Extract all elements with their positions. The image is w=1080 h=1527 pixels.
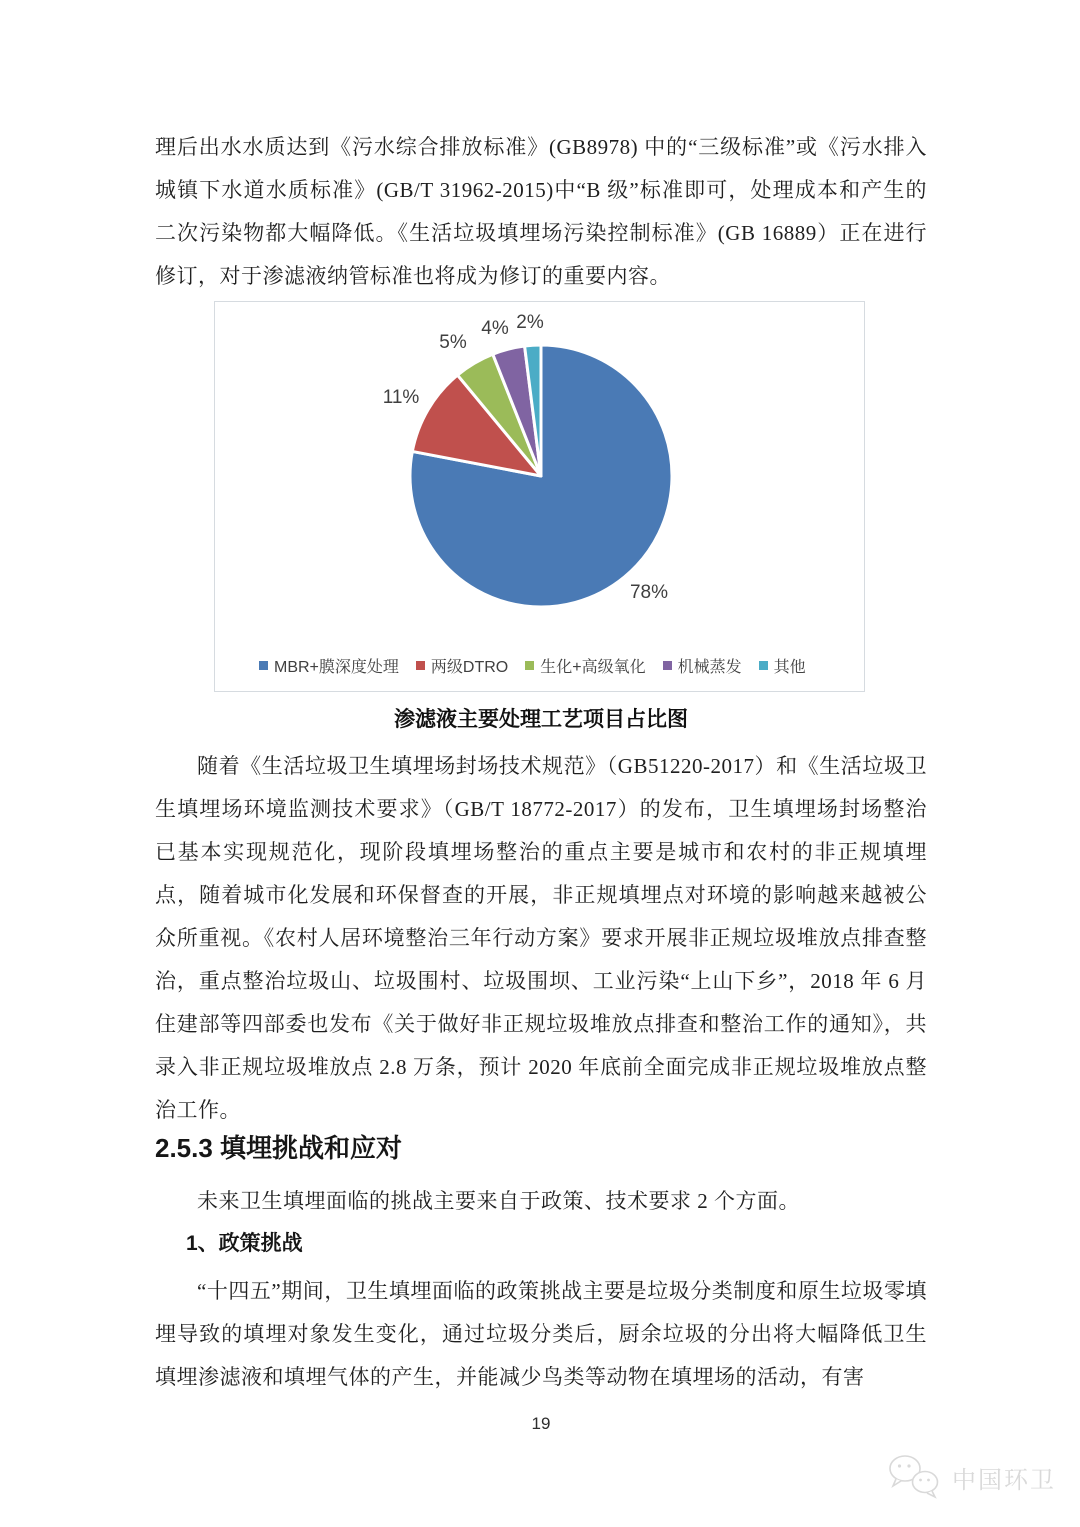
chart-legend bbox=[259, 654, 806, 677]
legend-item bbox=[759, 654, 806, 677]
watermark bbox=[886, 1452, 1056, 1502]
legend-item bbox=[663, 654, 742, 677]
legend-swatch bbox=[525, 661, 534, 670]
paragraph-policy-challenge: “十四五”期间，卫生填埋面临的政策挑战主要是垃圾分类制度和原生垃圾零填埋导致的填埋对象发生变化，通过垃圾分类后，厨余垃圾的分出将大幅降低卫生填埋渗滤液和填埋气体的产生，并能减少鸟类等动物在填埋场的活动，有害 bbox=[155, 1279, 927, 1389]
legend-item bbox=[416, 654, 508, 677]
legend-swatch bbox=[416, 661, 425, 670]
legend-label: 机械蒸发 bbox=[677, 659, 742, 676]
paragraph-section-intro: 未来卫生填埋面临的挑战主要来自于政策、技术要求 2 个方面。 bbox=[197, 1189, 800, 1213]
legend-item bbox=[525, 654, 645, 677]
legend-label: 其他 bbox=[773, 659, 806, 676]
legend-label: MBR+膜深度处理 bbox=[274, 659, 399, 676]
paragraph-landfill-regulation: 随着《生活垃圾卫生填埋场封场技术规范》（GB51220-2017）和《生活垃圾卫生填埋场环境监测技术要求》（GB/T 18772-2017）的发布，卫生填埋场封场整治已基本实现规范化，现阶段填埋场整治的重点主要是城市和农村的非正规填埋点，随着城市化发展和环保督查的开展，非正规填埋点对环境的影响越来越被公众所重视。《农村人居环境整治三年行动方案》要求开展非正规垃圾堆放点排查整治，重点整治垃圾山、垃圾围村、垃圾围坝、工业污染“上山下乡”，2018 年 6 月住建部等四部委也发布《关于做好非正规垃圾堆放点排查和整治工作的通知》，共录入非正规垃圾堆放点 2.8 万条，预计 2020 年底前全面完成非正规垃圾堆放点整治工作。 bbox=[155, 754, 927, 1122]
wechat-icon bbox=[886, 1452, 944, 1502]
legend-label: 两级DTRO bbox=[430, 659, 509, 676]
pie-data-label: 2% bbox=[516, 312, 544, 333]
legend-swatch bbox=[759, 661, 768, 670]
watermark-text: 中国环卫 bbox=[952, 1466, 1056, 1494]
legend-label: 生化+高级氧化 bbox=[540, 659, 646, 676]
pie-chart bbox=[215, 302, 866, 652]
pie-data-label: 11% bbox=[382, 387, 420, 408]
legend-item bbox=[259, 654, 399, 677]
pie-data-label: 4% bbox=[481, 318, 509, 339]
pie-data-label: 78% bbox=[629, 582, 669, 603]
subsection-heading: 1、政策挑战 bbox=[186, 1232, 303, 1255]
pie-chart-figure bbox=[214, 301, 865, 692]
figure-caption: 渗滤液主要处理工艺项目占比图 bbox=[394, 708, 688, 731]
legend-swatch bbox=[259, 661, 268, 670]
section-heading: 2.5.3 填埋挑战和应对 bbox=[155, 1133, 403, 1163]
paragraph-leachate-standards: 理后出水水质达到《污水综合排放标准》(GB8978) 中的“三级标准”或《污水排入城镇下水道水质标准》(GB/T 31962-2015)中“B 级”标准即可，处理成本和产生的二次污染物都大幅降低。《生活垃圾填埋场污染控制标准》(GB 16889）正在进行修订，对于渗滤液纳管标准也将成为修订的重要内容。 bbox=[155, 135, 927, 288]
pie-data-label: 5% bbox=[439, 332, 467, 353]
page-number: 19 bbox=[531, 1414, 551, 1433]
legend-swatch bbox=[663, 661, 672, 670]
